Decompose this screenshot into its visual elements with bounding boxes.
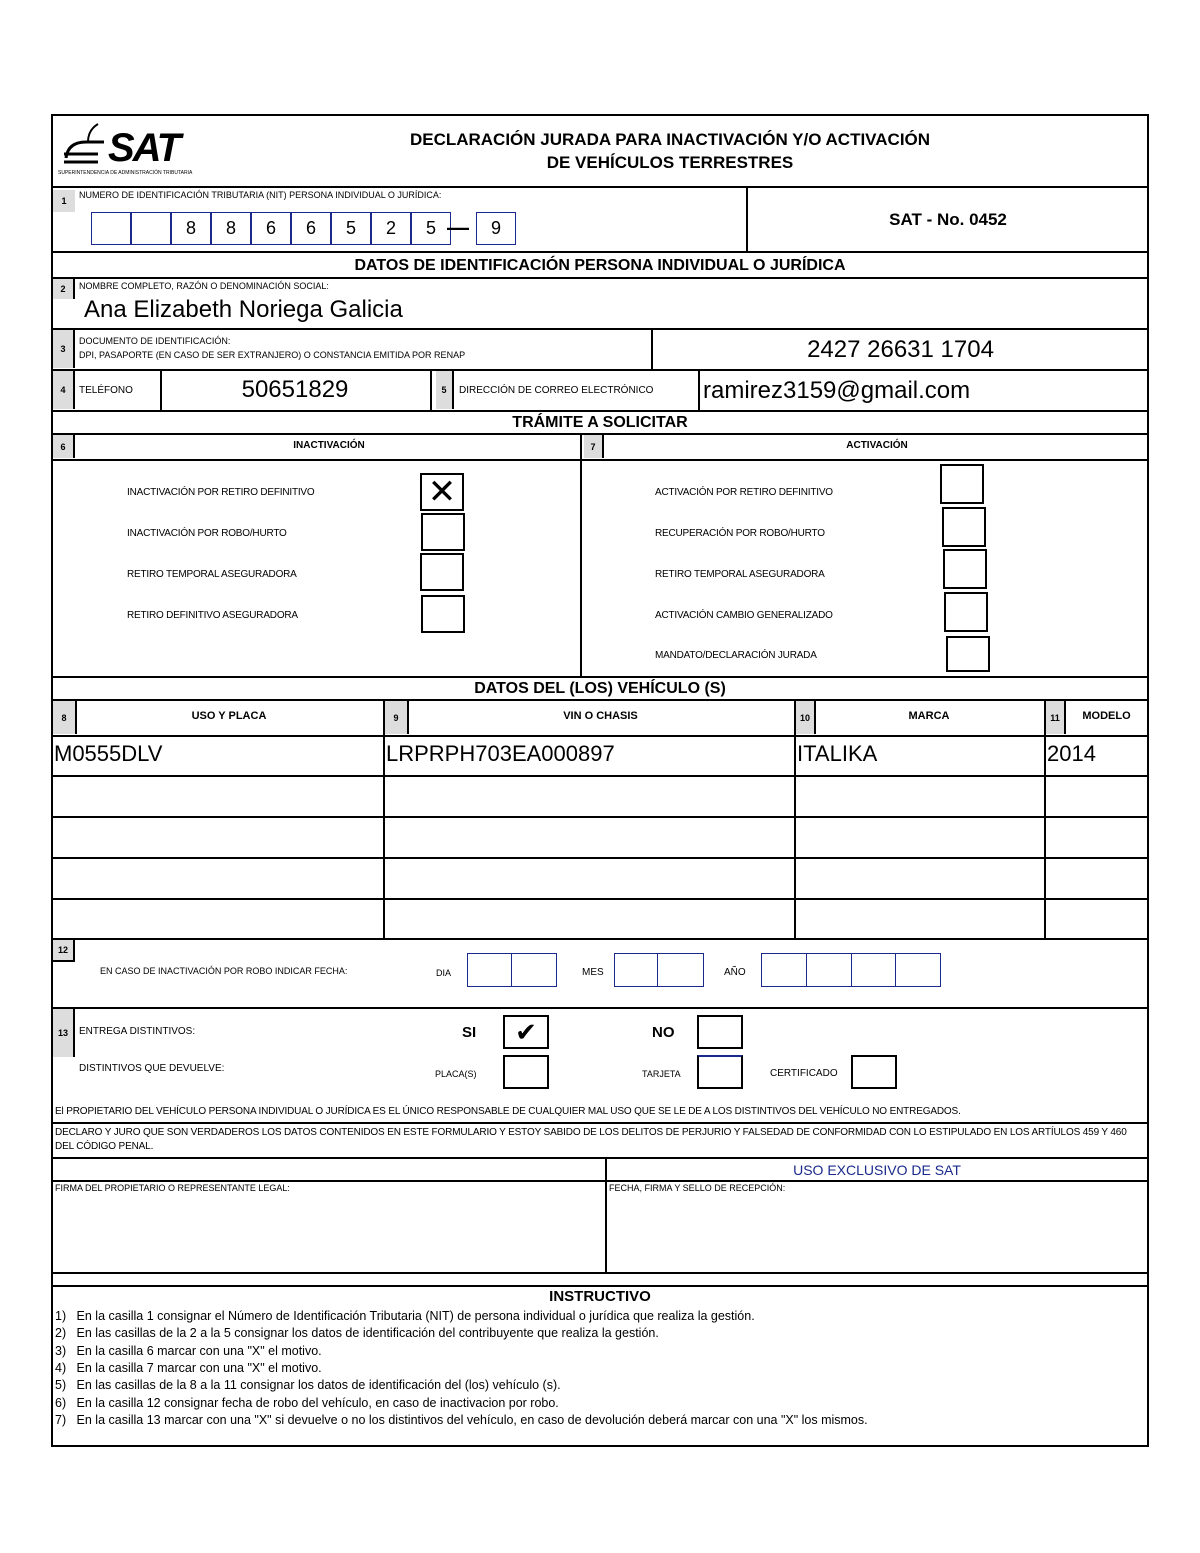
activation-option-checkbox[interactable] bbox=[944, 592, 988, 632]
vehicle-cell[interactable]: 2014 bbox=[1047, 741, 1096, 766]
form-title-line2: DE VEHÍCULOS TERRESTRES bbox=[546, 153, 794, 172]
plate-checkbox[interactable] bbox=[503, 1055, 549, 1089]
field-number-5: 5 bbox=[436, 371, 454, 409]
instruction-item: 1) En la casilla 1 consignar el Número de Identificación Tributaria (NIT) de persona individual o jurídica que realiza la gestión. bbox=[55, 1309, 755, 1323]
field-number-9: 9 bbox=[385, 701, 409, 734]
nit-digit-box[interactable]: 8 bbox=[171, 212, 211, 245]
certificate-checkbox[interactable] bbox=[851, 1055, 897, 1089]
field-number-3: 3 bbox=[53, 330, 75, 368]
disclaimer-text: El PROPIETARIO DEL VEHÍCULO PERSONA INDIVIDUAL O JURÍDICA ES EL ÚNICO RESPONSABLE DE CUALQUIER MAL USO QUE SE LE DE A LOS DISTINTIVOS DEL VEHÍCULO NO ENTREGADOS. bbox=[55, 1106, 961, 1117]
no-checkbox[interactable] bbox=[697, 1015, 743, 1049]
activation-option-checkbox[interactable] bbox=[943, 549, 987, 589]
activation-option-label: ACTIVACIÓN CAMBIO GENERALIZADO bbox=[655, 610, 833, 621]
nit-digit-box[interactable] bbox=[131, 212, 171, 245]
year-box-1[interactable] bbox=[761, 953, 807, 987]
instruction-item: 4) En la casilla 7 marcar con una "X" el motivo. bbox=[55, 1360, 322, 1375]
section-vehicles-title: DATOS DEL (LOS) VEHÍCULO (S) bbox=[474, 680, 726, 697]
inactivation-option-checkbox[interactable] bbox=[421, 595, 465, 633]
activation-option-label: RECUPERACIÓN POR ROBO/HURTO bbox=[655, 528, 825, 539]
nit-digit-box[interactable] bbox=[91, 212, 131, 245]
inactivation-option-label: INACTIVACIÓN POR RETIRO DEFINITIVO bbox=[127, 487, 315, 498]
nit-digit-box[interactable]: 5 bbox=[331, 212, 371, 245]
activation-option-checkbox[interactable] bbox=[946, 636, 990, 672]
vehicle-row bbox=[51, 735, 1149, 775]
activation-option-checkbox[interactable] bbox=[942, 507, 986, 547]
no-label: NO bbox=[652, 1024, 675, 1041]
yes-checkbox[interactable] bbox=[503, 1015, 549, 1049]
card-checkbox[interactable] bbox=[697, 1055, 743, 1089]
inactivation-option-checkbox[interactable] bbox=[420, 473, 464, 511]
logo-text: SAT bbox=[108, 126, 180, 170]
reception-label: FECHA, FIRMA Y SELLO DE RECEPCIÓN: bbox=[609, 1183, 786, 1193]
plate-label: PLACA(S) bbox=[435, 1069, 477, 1079]
vehicle-cell[interactable]: ITALIKA bbox=[797, 741, 878, 766]
sat-logo bbox=[58, 120, 238, 180]
section-identification-title: DATOS DE IDENTIFICACIÓN PERSONA INDIVIDUAL O JURÍDICA bbox=[354, 257, 846, 274]
field-number-7: 7 bbox=[584, 435, 604, 458]
nit-digit-box[interactable]: 8 bbox=[211, 212, 251, 245]
nit-digit-box[interactable]: 5 bbox=[411, 212, 451, 245]
month-box-1[interactable] bbox=[614, 953, 658, 987]
robbery-date-label: EN CASO DE INACTIVACIÓN POR ROBO INDICAR FECHA: bbox=[100, 966, 348, 976]
day-box-1[interactable] bbox=[467, 953, 512, 987]
instruction-item: 5) En las casillas de la 8 a la 11 consignar los datos de identificación del (los) vehículo (s). bbox=[55, 1378, 561, 1393]
instruction-item: 6) En la casilla 12 consignar fecha de robo del vehículo, en caso de inactivacion por robo. bbox=[55, 1395, 559, 1410]
nit-label: NUMERO DE IDENTIFICACIÓN TRIBUTARIA (NIT) PERSONA INDIVIDUAL O JURÍDICA: bbox=[79, 190, 442, 200]
form-number: SAT - No. 0452 bbox=[889, 210, 1007, 229]
x-mark-icon: ✕ bbox=[427, 473, 457, 511]
nit-dash: — bbox=[447, 215, 469, 240]
reception-signature-area[interactable] bbox=[608, 1196, 1147, 1271]
inactivation-option-label: RETIRO DEFINITIVO ASEGURADORA bbox=[127, 610, 298, 621]
instruction-item: 3) En la casilla 6 marcar con una "X" el motivo. bbox=[55, 1343, 322, 1358]
field-number-11: 11 bbox=[1046, 701, 1066, 734]
field-number-2: 2 bbox=[53, 279, 75, 299]
field-number-12: 12 bbox=[53, 940, 75, 962]
inactivation-option-label: INACTIVACIÓN POR ROBO/HURTO bbox=[127, 528, 287, 539]
field-number-6: 6 bbox=[53, 435, 75, 458]
activation-option-label: RETIRO TEMPORAL ASEGURADORA bbox=[655, 569, 825, 580]
vehicle-column-header: USO Y PLACA bbox=[191, 710, 267, 722]
activation-header: ACTIVACIÓN bbox=[846, 440, 908, 451]
vehicle-row bbox=[51, 898, 1149, 938]
field-number-1: 1 bbox=[53, 190, 75, 212]
vehicle-column-header: MARCA bbox=[908, 710, 950, 722]
activation-option-checkbox[interactable] bbox=[940, 464, 984, 504]
yes-label: SI bbox=[462, 1024, 477, 1041]
document-label-1: DOCUMENTO DE IDENTIFICACIÓN: bbox=[79, 336, 231, 346]
activation-option-label: ACTIVACIÓN POR RETIRO DEFINITIVO bbox=[655, 487, 833, 498]
returns-label: DISTINTIVOS QUE DEVUELVE: bbox=[79, 1063, 225, 1074]
logo-subtitle: SUPERINTENDENCIA DE ADMINISTRACIÓN TRIBUTARIA bbox=[58, 170, 193, 176]
year-label: AÑO bbox=[724, 967, 746, 978]
document-label-2: DPI, PASAPORTE (EN CASO DE SER EXTRANJERO) O CONSTANCIA EMITIDA POR RENAP bbox=[79, 350, 466, 360]
field-number-8: 8 bbox=[53, 701, 77, 734]
form-title-line1: DECLARACIÓN JURADA PARA INACTIVACIÓN Y/O ACTIVACIÓN bbox=[409, 130, 931, 149]
name-field[interactable]: Ana Elizabeth Noriega Galicia bbox=[84, 296, 403, 323]
activation-option-label: MANDATO/DECLARACIÓN JURADA bbox=[655, 650, 817, 661]
email-label: DIRECCIÓN DE CORREO ELECTRÓNICO bbox=[459, 385, 654, 396]
owner-signature-area[interactable] bbox=[53, 1196, 603, 1271]
section-tramite-title: TRÁMITE A SOLICITAR bbox=[512, 414, 688, 431]
day-label: DIA bbox=[436, 968, 452, 978]
distinctives-label: ENTREGA DISTINTIVOS: bbox=[79, 1026, 196, 1037]
inactivation-header: INACTIVACIÓN bbox=[293, 440, 365, 451]
month-box-2[interactable] bbox=[657, 953, 704, 987]
inactivation-option-checkbox[interactable] bbox=[421, 513, 465, 551]
nit-digit-box[interactable]: 6 bbox=[291, 212, 331, 245]
vehicle-column-header: MODELO bbox=[1082, 710, 1131, 722]
checkmark-icon: ✔ bbox=[515, 1016, 537, 1047]
vehicle-column-header: VIN O CHASIS bbox=[563, 710, 638, 722]
instruction-item: 2) En las casillas de la 2 a la 5 consignar los datos de identificación del contribuyente que realiza la gestión. bbox=[55, 1326, 659, 1341]
owner-signature-label: FIRMA DEL PROPIETARIO O REPRESENTANTE LEGAL: bbox=[55, 1183, 290, 1193]
year-box-2[interactable] bbox=[806, 953, 852, 987]
instructions-title: INSTRUCTIVO bbox=[549, 1288, 651, 1305]
inactivation-option-checkbox[interactable] bbox=[420, 553, 464, 591]
nit-check-digit[interactable]: 9 bbox=[476, 212, 516, 245]
year-box-3[interactable] bbox=[851, 953, 896, 987]
document-field[interactable]: 2427 26631 1704 bbox=[807, 336, 994, 363]
vehicle-row bbox=[51, 857, 1149, 898]
phone-label: TELÉFONO bbox=[79, 385, 133, 396]
day-box-2[interactable] bbox=[511, 953, 557, 987]
field-number-4: 4 bbox=[53, 371, 75, 409]
inactivation-option-label: RETIRO TEMPORAL ASEGURADORA bbox=[127, 569, 297, 580]
nit-digit-box[interactable]: 6 bbox=[251, 212, 291, 245]
phone-field[interactable]: 50651829 bbox=[241, 376, 349, 403]
vehicle-cell[interactable]: M0555DLV bbox=[54, 741, 163, 766]
field-number-10: 10 bbox=[796, 701, 816, 734]
year-box-4[interactable] bbox=[895, 953, 941, 987]
vehicle-row bbox=[51, 775, 1149, 816]
vehicle-row bbox=[51, 816, 1149, 857]
instruction-item: 7) En la casilla 13 marcar con una "X" si devuelve o no los distintivos del vehículo, en caso de devolución deberá marcar con una "X" los mismos. bbox=[55, 1412, 868, 1427]
name-label: NOMBRE COMPLETO, RAZÓN O DENOMINACIÓN SOCIAL: bbox=[79, 281, 329, 291]
certificate-label: CERTIFICADO bbox=[770, 1068, 838, 1079]
sat-use-label: USO EXCLUSIVO DE SAT bbox=[793, 1162, 961, 1178]
email-field[interactable]: ramirez3159@gmail.com bbox=[703, 377, 971, 404]
field-number-13: 13 bbox=[53, 1009, 75, 1057]
vehicle-cell[interactable]: LRPRPH703EA000897 bbox=[386, 741, 615, 766]
declaration-text: DECLARO Y JURO QUE SON VERDADEROS LOS DATOS CONTENIDOS EN ESTE FORMULARIO Y ESTOY SABIDO DE LOS DELITOS DE PERJURIO Y FALSEDAD DE CONFORMIDAD CON LO ESTIPULADO EN LOS ARTÍULOS 459 Y 460 DEL CÓDIGO PENAL. bbox=[55, 1127, 1127, 1152]
nit-digit-box[interactable]: 2 bbox=[371, 212, 411, 245]
month-label: MES bbox=[582, 967, 604, 978]
card-label: TARJETA bbox=[642, 1069, 681, 1079]
